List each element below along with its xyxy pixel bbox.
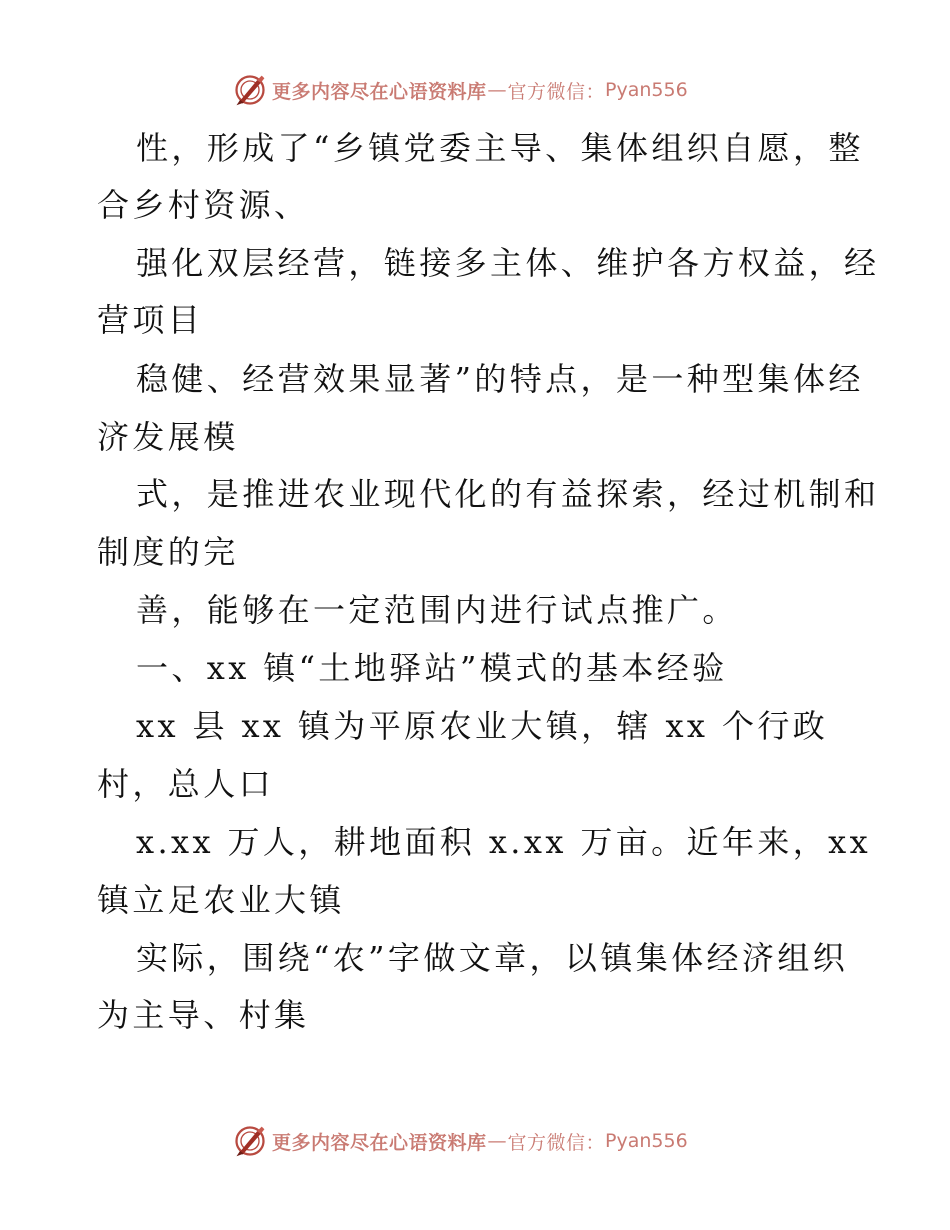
watermark-site-text: 更多内容尽在心语资料库	[272, 80, 487, 103]
paragraph-8-line-1: x.xx 万人，耕地面积 x.xx 万亩。近年来，xx	[136, 823, 872, 861]
paragraph-3-line-2: 济发展模	[97, 418, 239, 456]
watermark-wechat-id: Pyan556	[605, 79, 688, 101]
paragraph-4-line-1: 式，是推进农业现代化的有益探索，经过机制和	[136, 475, 880, 513]
paragraph-5-line-1: 善，能够在一定范围内进行试点推广。	[136, 591, 738, 629]
paragraph-3-line-1: 稳健、经营效果显著”的特点，是一种型集体经	[136, 360, 864, 398]
paragraph-8-line-2: 镇立足农业大镇	[97, 881, 345, 919]
section-heading: 一、xx 镇“土地驿站”模式的基本经验	[136, 649, 728, 687]
watermark-wechat-label: 官方微信：	[507, 80, 606, 103]
paragraph-2-line-1: 强化双层经营，链接多主体、维护各方权益，经	[136, 244, 880, 282]
watermark-header	[232, 70, 688, 110]
paragraph-9-line-2: 为主导、村集	[97, 996, 310, 1034]
watermark-dash: —	[487, 79, 507, 101]
paragraph-7-line-1: xx 县 xx 镇为平原农业大镇，辖 xx 个行政	[136, 707, 829, 745]
paragraph-7-line-2: 村，总人口	[97, 765, 275, 803]
pen-logo-icon	[232, 1123, 268, 1159]
watermark-site-text: 更多内容尽在心语资料库	[272, 1131, 487, 1154]
watermark-footer	[232, 1121, 688, 1161]
watermark-wechat-id: Pyan556	[605, 1130, 688, 1152]
paragraph-4-line-2: 制度的完	[97, 533, 239, 571]
paragraph-2-line-2: 营项目	[97, 301, 204, 339]
watermark-dash: —	[487, 1130, 507, 1152]
pen-logo-icon	[232, 72, 268, 108]
paragraph-9-line-1: 实际，围绕“农”字做文章，以镇集体经济组织	[136, 939, 849, 977]
watermark-wechat-label: 官方微信：	[507, 1131, 606, 1154]
paragraph-1-line-2: 合乡村资源、	[97, 186, 310, 224]
paragraph-1-line-1: 性，形成了“乡镇党委主导、集体组织自愿，整	[136, 129, 864, 167]
